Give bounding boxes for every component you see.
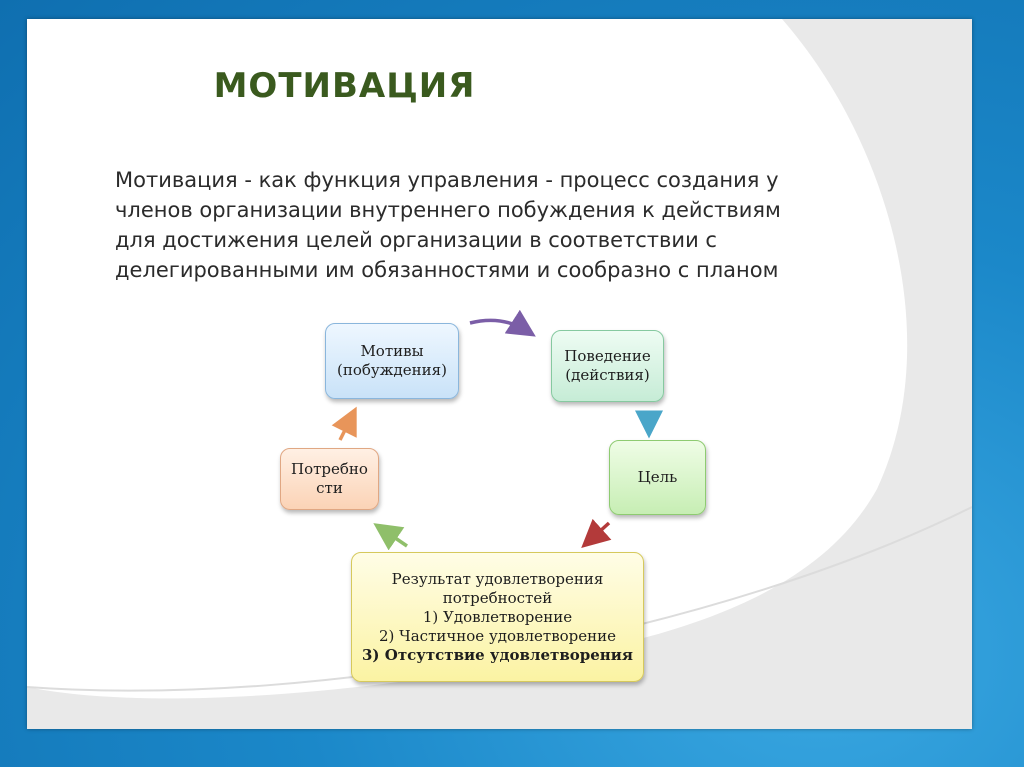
slide [27, 19, 972, 729]
definition-line: Мотивация - как функция управления - процесс создания у [115, 168, 779, 192]
definition-line: членов организации внутреннего побуждения к действиям [115, 198, 781, 222]
node-needs-label-cont: сти [316, 479, 343, 497]
node-result-heading-cont: потребностей [442, 588, 553, 607]
result-item: 1) Удовлетворение [422, 607, 573, 626]
result-item: 3) Отсутствие удовлетворения [362, 645, 633, 664]
node-result [351, 552, 644, 682]
node-needs-label: Потребно [291, 460, 368, 478]
node-needs [280, 448, 379, 510]
result-item: 2) Частичное удовлетворение [378, 626, 617, 645]
node-goal [609, 440, 706, 515]
page-title: МОТИВАЦИЯ [213, 66, 476, 106]
node-behavior-label: Поведение [564, 347, 651, 365]
node-behavior-sublabel: (действия) [565, 366, 650, 384]
node-goal-label: Цель [637, 468, 678, 486]
node-motives-label: Мотивы [360, 342, 424, 360]
definition-line: для достижения целей организации в соответствии с [115, 228, 717, 252]
node-motives [325, 323, 459, 399]
node-result-heading: Результат удовлетворения [391, 569, 604, 588]
node-behavior [551, 330, 664, 402]
definition-line: делегированными им обязанностями и сообразно с планом [115, 258, 779, 282]
node-motives-sublabel: (побуждения) [337, 361, 447, 379]
definition-text [115, 165, 885, 285]
